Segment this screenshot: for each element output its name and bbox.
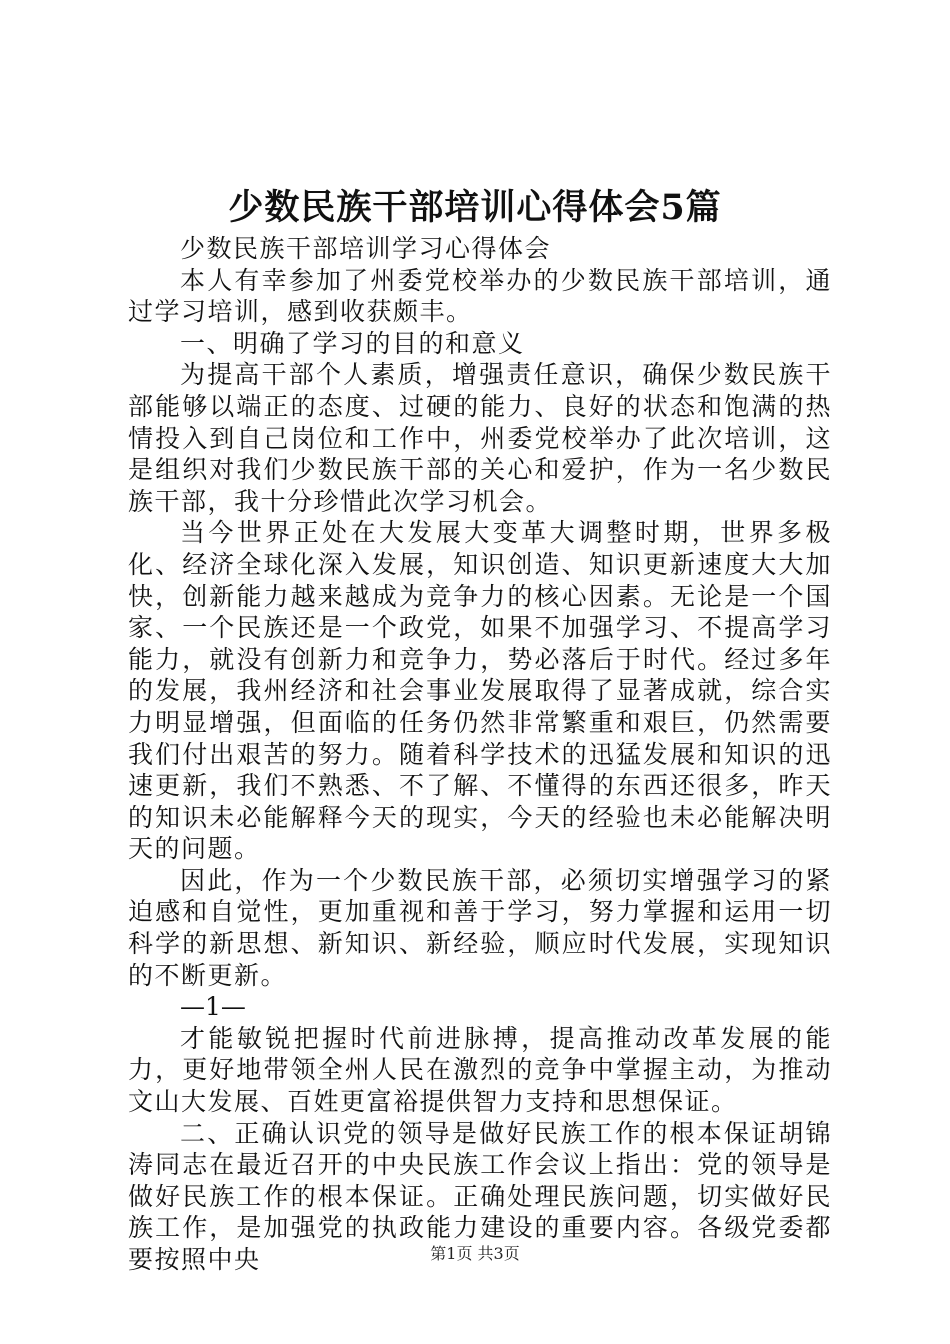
paragraph: 本人有幸参加了州委党校举办的少数民族干部培训，通过学习培训，感到收获颇丰。	[128, 265, 832, 327]
paragraph: 当今世界正处在大发展大变革大调整时期，世界多极化、经济全球化深入发展，知识创造、知识更新速度大大加快，创新能力越来越成为竞争力的核心因素。无论是一个国家、一个民族还是一个政党，如果不加强学习、不提高学习能力，就没有创新力和竞争力，势必落后于时代。经过多年的发展，我州经济和社会事业发展取得了显著成就，综合实力明显增强，但面临的任务仍然非常繁重和艰巨，仍然需要我们付出艰苦的努力。随着科学技术的迅猛发展和知识的迅速更新，我们不熟悉、不了解、不懂得的东西还很多，昨天的知识未必能解释今天的现实，今天的经验也未必能解决明天的问题。	[128, 518, 832, 864]
section-heading: 少数民族干部培训学习心得体会	[180, 234, 552, 263]
document-title: 少数民族干部培训心得体会5篇	[228, 187, 722, 228]
document-body	[128, 233, 832, 1276]
inline-page-marker: —1—	[180, 992, 246, 1022]
paragraph: 二、正确认识党的领导是做好民族工作的根本保证胡锦涛同志在最近召开的中央民族工作会议上指出：党的领导是做好民族工作的根本保证。正确处理民族问题，切实做好民族工作，是加强党的执政能力建设的重要内容。各级党委都要按照中央	[128, 1118, 832, 1274]
paragraph: 才能敏锐把握时代前进脉搏，提高推动改革发展的能力，更好地带领全州人民在激烈的竞争中掌握主动，为推动文山大发展、百姓更富裕提供智力支持和思想保证。	[128, 1023, 832, 1117]
page-footer: 第1页 共3页	[430, 1244, 520, 1263]
section-heading: 一、明确了学习的目的和意义	[180, 328, 525, 358]
paragraph: 因此，作为一个少数民族干部，必须切实增强学习的紧迫感和自觉性，更加重视和善于学习，努力掌握和运用一切科学的新思想、新知识、新经验，顺应时代发展，实现知识的不断更新。	[128, 865, 832, 990]
paragraph: 为提高干部个人素质，增强责任意识，确保少数民族干部能够以端正的态度、过硬的能力、良好的状态和饱满的热情投入到自己岗位和工作中，州委党校举办了此次培训，这是组织对我们少数民族干部的关心和爱护，作为一名少数民族干部，我十分珍惜此次学习机会。	[128, 360, 832, 516]
